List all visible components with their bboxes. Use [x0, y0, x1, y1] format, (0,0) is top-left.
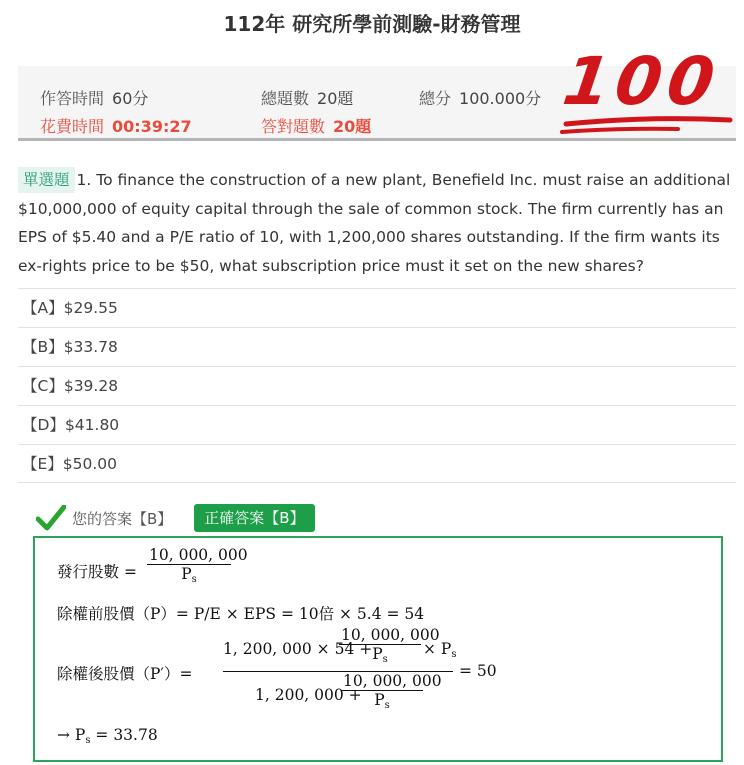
total-questions-label: 總題數: [261, 89, 310, 108]
score-handwritten: [558, 38, 738, 134]
option-b[interactable]: [18, 327, 736, 366]
option-tag: 【A】: [22, 299, 64, 317]
question: [18, 166, 734, 280]
answer-row: [36, 504, 315, 532]
time-spent-value: 00:39:27: [112, 117, 192, 136]
solution-line-4: → $P_s = 33.78$: [57, 726, 158, 746]
option-a[interactable]: [18, 288, 736, 327]
option-text: $39.28: [63, 377, 119, 395]
option-text: $29.55: [63, 299, 118, 317]
correct-count: [261, 114, 371, 137]
score-underline-1: [566, 119, 730, 124]
correct-answer-badge: 正確答案【B】: [194, 504, 314, 532]
question-type-badge: 單選題: [18, 167, 75, 193]
total-score-label: 總分: [419, 89, 452, 108]
question-text: 1. To finance the construction of a new plant, Benefield Inc. must raise an additional $10,000,000 of equity capital through the sale of common stock. The firm currently has an EPS of $5.40 and a P/E ratio of 10, with 1,200,000 shares outstanding. If the firm wants its ex-rights price to be $50, what subscription price must it set on the new shares?: [18, 171, 731, 275]
solution-line-2: 除權前股價（P）= P/E × EPS = 10倍 × 5.4 = 54: [57, 605, 425, 623]
time-limit-label: 作答時間: [40, 89, 105, 108]
exam-title: 112年 研究所學前測驗-財務管理: [223, 12, 521, 36]
option-tag: 【B】: [22, 338, 64, 356]
total-questions: [261, 86, 353, 109]
score-text: 100: [558, 42, 726, 120]
correct-count-value: 20題: [333, 117, 372, 136]
solution-fraction-1: 10, 000, 000 $P_s$: [149, 546, 248, 585]
solution-line-3-result: = 50: [459, 662, 497, 680]
option-d[interactable]: [18, 405, 736, 444]
time-limit-value: 60分: [112, 89, 149, 108]
your-answer: 您的答案【B】: [72, 509, 173, 528]
total-score-value: 100.000分: [459, 89, 542, 108]
time-spent-label: 花費時間: [40, 117, 105, 136]
option-text: $50.00: [62, 455, 118, 473]
option-text: $41.80: [64, 416, 120, 434]
solution-line-3-label: 除權後股價（P′）=: [57, 665, 193, 683]
option-tag: 【D】: [22, 416, 65, 434]
time-spent: [40, 114, 192, 137]
total-score: [419, 86, 541, 109]
total-questions-value: 20題: [317, 89, 354, 108]
solution-box: 發行股數 = 10, 000, 000 $P_s$ 除權前股價（P）= P/E × EPS = 10倍 × 5.4 = 54 除權後股價（P′）= 1, 200, 000 × 54 + 10, 000, 000 $P_s$ × $P_s$ 1, 200, 000 + 10, 000, 000 $P_s$ = 50 → $P_s = 33.78$: [33, 536, 723, 762]
option-c[interactable]: [18, 366, 736, 405]
option-tag: 【E】: [22, 455, 63, 473]
checkmark-icon: [36, 505, 66, 531]
time-limit: [40, 86, 148, 109]
option-e[interactable]: [18, 444, 736, 483]
correct-count-label: 答對題數: [261, 117, 326, 136]
score-underline-2: [562, 129, 678, 132]
option-text: $33.78: [63, 338, 118, 356]
solution-line-1-label: 發行股數 =: [57, 563, 137, 581]
option-tag: 【C】: [22, 377, 64, 395]
option-list: [18, 288, 736, 483]
